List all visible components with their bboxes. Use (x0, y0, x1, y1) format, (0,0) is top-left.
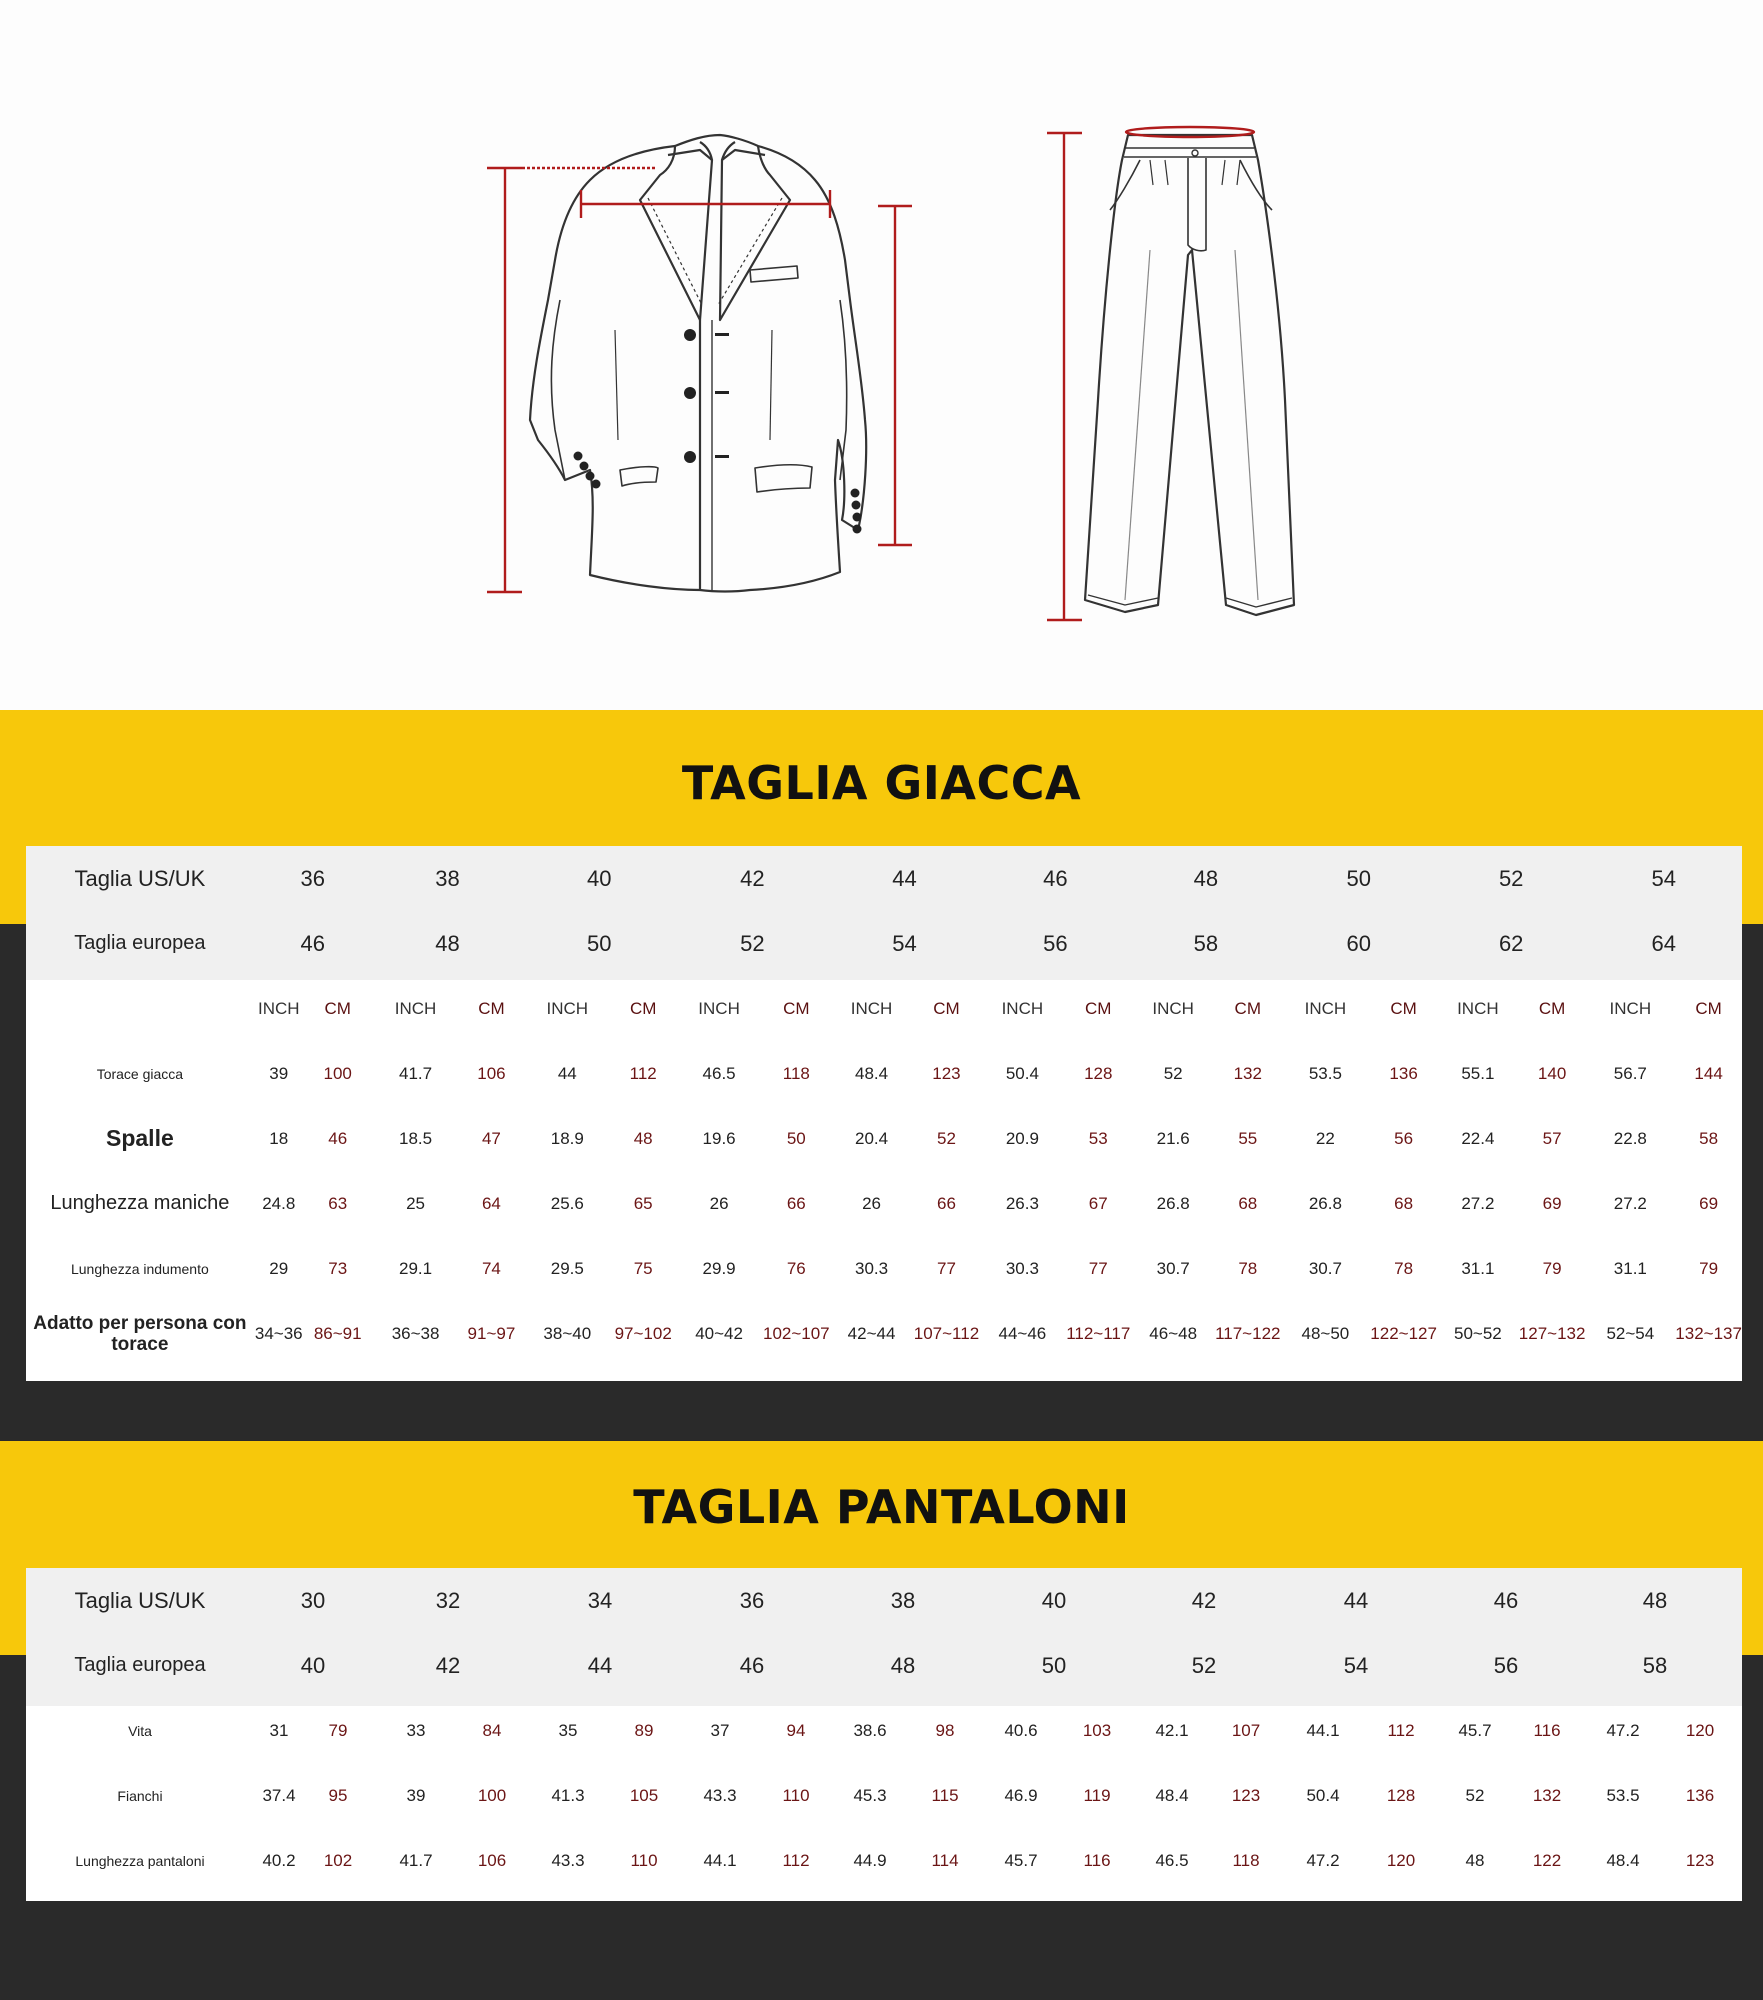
cm-value: 132 (1532, 1785, 1562, 1805)
measure-row (26, 1828, 1732, 1893)
cm-value: 100 (323, 1063, 352, 1083)
inch-value: 41.7 (399, 1850, 433, 1870)
cm-unit-label: CM (478, 998, 505, 1018)
inch-value: 40.6 (1004, 1720, 1038, 1740)
cm-value: 79 (1542, 1258, 1562, 1278)
cm-value: 53 (1088, 1128, 1108, 1148)
measure-row (26, 1301, 1742, 1366)
inch-value: 45.7 (1004, 1850, 1038, 1870)
inch-value: 43.3 (551, 1850, 585, 1870)
inch-value: 44.1 (1306, 1720, 1340, 1740)
cm-value: 57 (1542, 1128, 1562, 1148)
inch-value: 30.7 (1308, 1258, 1342, 1278)
cm-value: 127~132 (1518, 1323, 1586, 1343)
cm-value: 112~117 (1066, 1323, 1131, 1343)
inch-value: 44.1 (703, 1850, 737, 1870)
inch-value: 38~40 (543, 1323, 592, 1343)
cm-value: 110 (782, 1785, 810, 1805)
cm-value: 68 (1394, 1193, 1414, 1213)
cm-value: 110 (630, 1850, 658, 1870)
pants-size-table-card (26, 1568, 1742, 1901)
us-size-cell: 38 (890, 1587, 916, 1613)
measure-label: Lunghezza pantaloni (75, 1852, 205, 1869)
inch-value: 31 (269, 1720, 289, 1740)
inch-value: 47.2 (1606, 1720, 1640, 1740)
cm-value: 84 (482, 1720, 502, 1740)
cm-unit-label: CM (783, 998, 810, 1018)
us-size-cell: 52 (1498, 865, 1524, 891)
cm-value: 132~137 (1675, 1323, 1742, 1343)
inch-value: 37.4 (262, 1785, 296, 1805)
inch-value: 24.8 (262, 1193, 296, 1213)
us-size-cell: 50 (1346, 865, 1371, 891)
cm-value: 78 (1238, 1258, 1258, 1278)
cm-value: 100 (477, 1785, 507, 1805)
cm-value: 114 (931, 1850, 959, 1870)
eu-size-cell: 48 (435, 930, 460, 956)
cm-value: 103 (1082, 1720, 1112, 1740)
inch-value: 34~36 (254, 1323, 303, 1343)
cm-value: 67 (1088, 1193, 1108, 1213)
trousers-measure-lines (1047, 127, 1254, 620)
eu-size-cell: 40 (300, 1652, 326, 1678)
inch-unit-label: INCH (1001, 998, 1044, 1018)
unit-row (26, 976, 1742, 1041)
measure-label: Spalle (106, 1125, 174, 1151)
cm-value: 117~122 (1215, 1323, 1281, 1343)
cm-value: 79 (1699, 1258, 1719, 1278)
inch-value: 26.8 (1308, 1193, 1342, 1213)
eu-size-cell: 44 (587, 1652, 613, 1678)
us-size-cell: 46 (1043, 865, 1068, 891)
inch-value: 20.9 (1005, 1128, 1039, 1148)
inch-value: 39 (269, 1063, 289, 1083)
cm-unit-label: CM (1234, 998, 1261, 1018)
measure-row (26, 1171, 1742, 1236)
cm-value: 58 (1699, 1128, 1719, 1148)
inch-value: 41.3 (551, 1785, 585, 1805)
eu-size-label: Taglia europea (74, 932, 206, 954)
cm-value: 52 (937, 1128, 956, 1148)
cm-value: 132 (1233, 1063, 1262, 1083)
cm-value: 94 (786, 1720, 806, 1740)
inch-value: 44~46 (998, 1323, 1047, 1343)
cm-unit-label: CM (1390, 998, 1417, 1018)
cm-value: 46 (328, 1128, 348, 1148)
inch-value: 50.4 (1005, 1063, 1039, 1083)
inch-value: 31.1 (1461, 1258, 1495, 1278)
eu-size-cell: 62 (1498, 930, 1524, 956)
cm-value: 76 (786, 1258, 806, 1278)
cm-value: 86~91 (313, 1323, 362, 1343)
inch-value: 45.3 (853, 1785, 887, 1805)
inch-value: 52 (1465, 1785, 1485, 1805)
measure-label: Torace giacca (96, 1065, 184, 1082)
inch-value: 22.4 (1461, 1128, 1495, 1148)
inch-value: 30.7 (1156, 1258, 1190, 1278)
pants-section-title: TAGLIA PANTALONI (633, 1480, 1130, 1534)
inch-value: 26.3 (1005, 1193, 1039, 1213)
measure-row (26, 1698, 1732, 1763)
cm-value: 120 (1386, 1850, 1416, 1870)
cm-value: 112 (782, 1850, 810, 1870)
eu-size-cell: 46 (300, 930, 325, 956)
inch-value: 39 (406, 1785, 426, 1805)
cm-value: 69 (1542, 1193, 1562, 1213)
cm-value: 97~102 (614, 1323, 672, 1343)
eu-size-cell: 52 (740, 930, 765, 956)
inch-unit-label: INCH (257, 998, 300, 1018)
inch-value: 50.4 (1306, 1785, 1340, 1805)
inch-value: 31.1 (1613, 1258, 1647, 1278)
cm-unit-label: CM (1695, 998, 1722, 1018)
us-size-cell: 40 (1041, 1587, 1067, 1613)
cm-value: 107 (1231, 1720, 1261, 1740)
inch-value: 18.9 (550, 1128, 584, 1148)
us-size-cell: 44 (892, 865, 917, 891)
inch-value: 27.2 (1613, 1193, 1647, 1213)
cm-unit-label: CM (324, 998, 351, 1018)
cm-value: 78 (1394, 1258, 1414, 1278)
cm-value: 89 (634, 1720, 654, 1740)
cm-value: 116 (1533, 1720, 1561, 1740)
us-size-cell: 44 (1343, 1587, 1369, 1613)
us-size-cell: 48 (1193, 865, 1219, 891)
cm-value: 122 (1532, 1850, 1562, 1870)
cm-value: 65 (633, 1193, 653, 1213)
inch-value: 38.6 (853, 1720, 887, 1740)
cm-value: 91~97 (467, 1323, 516, 1343)
inch-value: 46~48 (1149, 1323, 1198, 1343)
eu-size-cell: 50 (587, 930, 612, 956)
cm-value: 102 (323, 1850, 353, 1870)
cm-value: 128 (1084, 1063, 1113, 1083)
inch-value: 42~44 (847, 1323, 896, 1343)
us-size-label: Taglia US/UK (74, 1587, 206, 1613)
inch-value: 56.7 (1613, 1063, 1647, 1083)
eu-size-label: Taglia europea (74, 1654, 206, 1676)
cm-value: 106 (477, 1063, 506, 1083)
inch-value: 37 (710, 1720, 730, 1740)
us-size-label: Taglia US/UK (74, 865, 206, 891)
cm-value: 66 (937, 1193, 956, 1213)
cm-value: 50 (786, 1128, 806, 1148)
us-size-cell: 54 (1651, 865, 1676, 891)
cm-value: 73 (328, 1258, 348, 1278)
us-size-cell: 46 (1493, 1587, 1519, 1613)
cm-value: 64 (481, 1193, 501, 1213)
inch-unit-label: INCH (1457, 998, 1499, 1018)
cm-value: 119 (1083, 1785, 1111, 1805)
inch-value: 53.5 (1606, 1785, 1640, 1805)
inch-value: 40.2 (262, 1850, 296, 1870)
inch-value: 18 (269, 1128, 289, 1148)
cm-value: 122~127 (1370, 1323, 1437, 1343)
cm-value: 75 (633, 1258, 653, 1278)
cm-value: 120 (1685, 1720, 1715, 1740)
measure-label: Vita (128, 1722, 152, 1739)
unit-row-label (26, 976, 254, 1041)
cm-unit-label: CM (933, 998, 960, 1018)
us-size-cell: 38 (435, 865, 460, 891)
cm-value: 144 (1694, 1063, 1723, 1083)
us-size-cell: 36 (739, 1587, 765, 1613)
inch-value: 48.4 (1155, 1785, 1189, 1805)
inch-value: 48.4 (1606, 1850, 1640, 1870)
inch-unit-label: INCH (698, 998, 740, 1018)
cm-value: 112 (629, 1063, 657, 1083)
cm-value: 105 (629, 1785, 659, 1805)
inch-value: 35 (558, 1720, 578, 1740)
jacket-section-title: TAGLIA GIACCA (681, 756, 1082, 810)
cm-value: 48 (633, 1128, 653, 1148)
inch-unit-label: INCH (1304, 998, 1347, 1018)
inch-value: 42.1 (1155, 1720, 1189, 1740)
inch-value: 48 (1465, 1850, 1485, 1870)
cm-value: 123 (1685, 1850, 1715, 1870)
inch-value: 33 (406, 1720, 426, 1740)
inch-value: 45.7 (1458, 1720, 1492, 1740)
cm-value: 136 (1389, 1063, 1418, 1083)
inch-value: 30.3 (855, 1258, 889, 1278)
inch-value: 29.9 (702, 1258, 736, 1278)
cm-unit-label: CM (1538, 998, 1566, 1018)
pants-size-table (26, 1568, 1732, 1893)
cm-value: 68 (1238, 1193, 1258, 1213)
inch-value: 46.5 (1155, 1850, 1189, 1870)
us-size-row (26, 1568, 1732, 1633)
inch-value: 21.6 (1156, 1128, 1190, 1148)
cm-value: 63 (328, 1193, 348, 1213)
inch-unit-label: INCH (1152, 998, 1194, 1018)
us-size-cell: 48 (1642, 1587, 1668, 1613)
eu-size-cell: 64 (1651, 930, 1676, 956)
inch-value: 20.4 (855, 1128, 889, 1148)
inch-value: 22.8 (1613, 1128, 1647, 1148)
inch-value: 43.3 (703, 1785, 737, 1805)
inch-value: 55.1 (1461, 1063, 1495, 1083)
inch-value: 26 (862, 1193, 882, 1213)
us-size-cell: 40 (587, 865, 612, 891)
eu-size-cell: 58 (1193, 930, 1219, 956)
us-size-row (26, 846, 1742, 911)
eu-size-cell: 50 (1041, 1652, 1067, 1678)
eu-size-cell: 46 (739, 1652, 765, 1678)
cm-value: 128 (1386, 1785, 1416, 1805)
cm-value: 115 (931, 1785, 959, 1805)
inch-value: 46.9 (1004, 1785, 1038, 1805)
eu-size-row (26, 1633, 1732, 1698)
us-size-cell: 42 (740, 865, 765, 891)
measure-row (26, 1106, 1742, 1171)
inch-value: 40~42 (695, 1323, 743, 1343)
eu-size-cell: 60 (1346, 930, 1371, 956)
inch-value: 44.9 (853, 1850, 887, 1870)
cm-value: 66 (786, 1193, 806, 1213)
jacket-size-table-card (26, 846, 1742, 1381)
inch-value: 52 (1163, 1063, 1183, 1083)
inch-value: 19.6 (702, 1128, 736, 1148)
us-size-cell: 36 (300, 865, 325, 891)
eu-size-cell: 58 (1642, 1652, 1668, 1678)
inch-value: 48.4 (855, 1063, 889, 1083)
cm-value: 112 (1387, 1720, 1415, 1740)
cm-value: 107~112 (913, 1323, 980, 1343)
inch-value: 50~52 (1453, 1323, 1502, 1343)
inch-value: 44 (557, 1063, 577, 1083)
cm-value: 118 (782, 1063, 810, 1083)
inch-value: 53.5 (1308, 1063, 1342, 1083)
us-size-cell: 32 (435, 1587, 461, 1613)
cm-value: 106 (477, 1850, 507, 1870)
cm-value: 79 (328, 1720, 348, 1740)
eu-size-cell: 56 (1493, 1652, 1519, 1678)
trousers-drawing (1085, 135, 1294, 615)
cm-value: 140 (1537, 1063, 1567, 1083)
us-size-cell: 34 (587, 1587, 613, 1613)
garment-illustration (0, 0, 1763, 710)
inch-value: 27.2 (1461, 1193, 1495, 1213)
eu-size-cell: 56 (1043, 930, 1068, 956)
inch-value: 36~38 (391, 1323, 440, 1343)
inch-value: 26.8 (1156, 1193, 1190, 1213)
inch-value: 25.6 (550, 1193, 584, 1213)
eu-size-cell: 48 (890, 1652, 916, 1678)
cm-unit-label: CM (1085, 998, 1112, 1018)
measure-label: Adatto per persona con torace (33, 1312, 247, 1355)
inch-value: 25 (406, 1193, 426, 1213)
cm-value: 77 (937, 1258, 956, 1278)
cm-value: 136 (1685, 1785, 1715, 1805)
eu-size-cell: 52 (1191, 1652, 1217, 1678)
garment-drawing (0, 0, 1763, 710)
cm-value: 47 (481, 1128, 501, 1148)
measure-row (26, 1041, 1742, 1106)
measure-row (26, 1236, 1742, 1301)
eu-size-row (26, 911, 1742, 976)
inch-value: 18.5 (399, 1128, 433, 1148)
cm-value: 118 (1232, 1850, 1260, 1870)
eu-size-cell: 54 (1343, 1652, 1369, 1678)
us-size-cell: 42 (1191, 1587, 1217, 1613)
cm-value: 116 (1083, 1850, 1111, 1870)
inch-value: 52~54 (1606, 1323, 1655, 1343)
inch-value: 30.3 (1005, 1258, 1039, 1278)
cm-value: 98 (935, 1720, 955, 1740)
inch-value: 47.2 (1306, 1850, 1340, 1870)
measure-label: Fianchi (117, 1787, 163, 1804)
jacket-size-table (26, 846, 1742, 1366)
measure-row (26, 1763, 1732, 1828)
inch-value: 22 (1315, 1128, 1335, 1148)
cm-value: 123 (1231, 1785, 1261, 1805)
inch-unit-label: INCH (850, 998, 893, 1018)
inch-value: 46.5 (702, 1063, 736, 1083)
inch-value: 48~50 (1301, 1323, 1350, 1343)
cm-value: 77 (1088, 1258, 1108, 1278)
inch-value: 29 (269, 1258, 289, 1278)
cm-value: 55 (1238, 1128, 1258, 1148)
cm-value: 102~107 (762, 1323, 830, 1343)
cm-unit-label: CM (629, 998, 657, 1018)
measure-label: Lunghezza maniche (50, 1192, 230, 1214)
inch-unit-label: INCH (394, 998, 437, 1018)
jacket-buttons (574, 329, 862, 534)
cm-value: 56 (1394, 1128, 1414, 1148)
eu-size-cell: 42 (435, 1652, 461, 1678)
inch-unit-label: INCH (1609, 998, 1652, 1018)
inch-unit-label: INCH (546, 998, 589, 1018)
us-size-cell: 30 (300, 1587, 326, 1613)
inch-value: 29.1 (399, 1258, 433, 1278)
eu-size-cell: 54 (892, 930, 917, 956)
cm-value: 95 (328, 1785, 348, 1805)
cm-value: 74 (481, 1258, 501, 1278)
cm-value: 123 (932, 1063, 961, 1083)
inch-value: 26 (709, 1193, 729, 1213)
inch-value: 29.5 (550, 1258, 584, 1278)
inch-value: 41.7 (399, 1063, 433, 1083)
measure-label: Lunghezza indumento (70, 1260, 209, 1277)
cm-value: 69 (1699, 1193, 1719, 1213)
